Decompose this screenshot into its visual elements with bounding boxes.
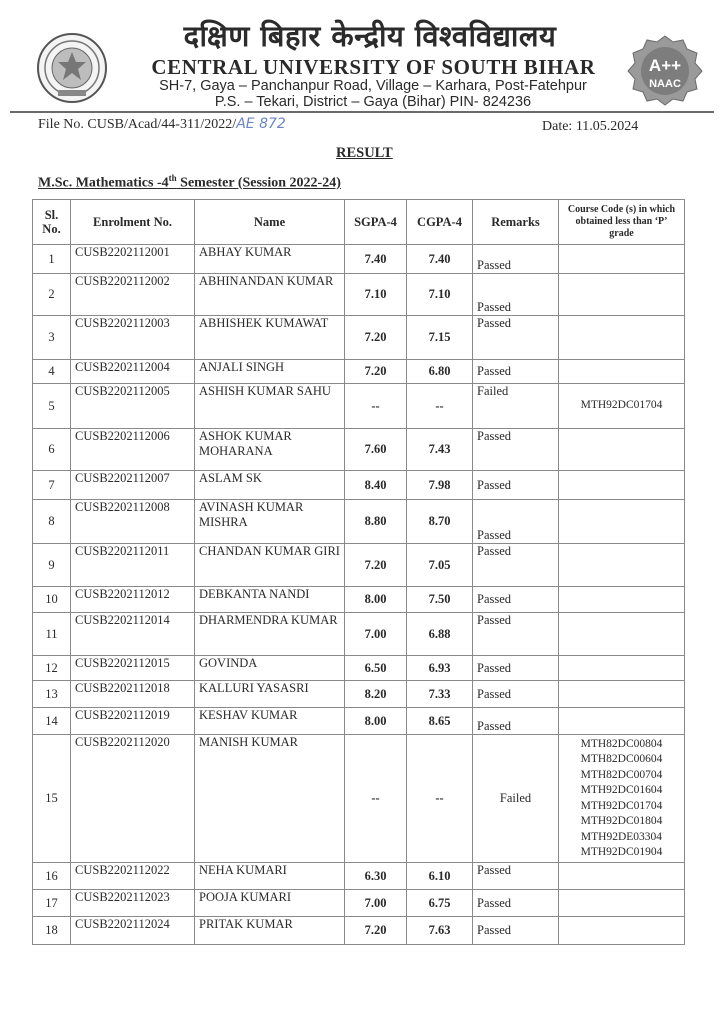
table-cell-course-codes [559,708,685,735]
table-cell-sgpa: 8.00 [345,708,407,735]
table-cell-name: AVINASH KUMAR MISHRA [195,500,345,544]
table-cell-course-codes [559,544,685,587]
table-cell-name: ASHISH KUMAR SAHU [195,384,345,429]
table-cell-enrolment: CUSB2202112020 [71,735,195,863]
table-cell-remarks: Passed [473,274,559,316]
table-cell-course-codes [559,656,685,681]
table-cell-cgpa: 6.10 [407,863,473,890]
table-cell-name: ASHOK KUMAR MOHARANA [195,429,345,471]
naac-grade: A++ [648,56,682,75]
table-row [33,544,685,587]
table-cell-sl: 10 [33,587,71,613]
table-row [33,656,685,681]
table-cell-name: ABHAY KUMAR [195,245,345,274]
table-cell-sl: 6 [33,429,71,471]
table-row [33,708,685,735]
table-cell-sgpa: 7.60 [345,429,407,471]
table-cell-course-codes [559,917,685,945]
address-line-2: P.S. – Tekari, District – Gaya (Bihar) PIN- 824236 [214,94,532,110]
table-cell-enrolment: CUSB2202112001 [71,245,195,274]
naac-badge-icon [626,34,704,106]
table-cell-enrolment: CUSB2202112019 [71,708,195,735]
table-cell-remarks: Passed [473,656,559,681]
table-cell-sl: 9 [33,544,71,587]
table-cell-name: POOJA KUMARI [195,890,345,917]
table-cell-enrolment: CUSB2202112008 [71,500,195,544]
table-cell-sl: 2 [33,274,71,316]
table-cell-sgpa: 7.00 [345,613,407,656]
table-cell-course-codes [559,681,685,708]
table-cell-sgpa: 7.00 [345,890,407,917]
table-row [33,500,685,544]
table-cell-remarks: Passed [473,316,559,360]
table-cell-sl: 12 [33,656,71,681]
table-cell-remarks: Passed [473,917,559,945]
table-cell-course-codes [559,613,685,656]
table-cell-enrolment: CUSB2202112011 [71,544,195,587]
table-cell-course-codes [559,587,685,613]
table-cell-sl: 16 [33,863,71,890]
table-header-row [33,200,685,245]
table-cell-name: KALLURI YASASRI [195,681,345,708]
table-cell-sgpa: 6.30 [345,863,407,890]
header-sl-no: Sl. No. [33,200,71,245]
table-cell-sgpa: 8.20 [345,681,407,708]
table-cell-remarks: Failed [473,735,559,863]
table-cell-name: KESHAV KUMAR [195,708,345,735]
university-emblem [36,32,108,104]
table-cell-sgpa: 7.20 [345,316,407,360]
table-cell-sgpa: 7.40 [345,245,407,274]
table-row [33,316,685,360]
table-cell-sl: 17 [33,890,71,917]
result-title: RESULT [336,145,393,161]
table-cell-remarks: Passed [473,587,559,613]
table-cell-sl: 7 [33,471,71,500]
table-cell-cgpa: 6.80 [407,360,473,384]
table-row [33,863,685,890]
table-cell-cgpa: 7.05 [407,544,473,587]
table-cell-sl: 1 [33,245,71,274]
table-cell-enrolment: CUSB2202112023 [71,890,195,917]
header-course-codes: Course Code (s) in which obtained less than ‘P’ grade [559,200,685,245]
table-cell-sl: 4 [33,360,71,384]
table-row [33,890,685,917]
table-cell-cgpa: 7.63 [407,917,473,945]
table-cell-name: DEBKANTA NANDI [195,587,345,613]
table-cell-sgpa: 6.50 [345,656,407,681]
table-cell-sgpa: -- [345,384,407,429]
address-line-1: SH-7, Gaya – Panchanpur Road, Village – Karhara, Post-Fatehpur [159,78,587,94]
table-cell-cgpa: 7.15 [407,316,473,360]
table-cell-course-codes [559,500,685,544]
table-cell-enrolment: CUSB2202112014 [71,613,195,656]
table-cell-sgpa: 8.00 [345,587,407,613]
table-cell-name: DHARMENDRA KUMAR [195,613,345,656]
header-enrolment: Enrolment No. [71,200,195,245]
table-cell-cgpa: -- [407,384,473,429]
table-body [33,245,685,945]
table-cell-remarks: Passed [473,471,559,500]
document-date: Date: 11.05.2024 [542,119,639,134]
file-number [38,116,286,133]
table-cell-course-codes [559,360,685,384]
table-cell-name: MANISH KUMAR [195,735,345,863]
table-cell-enrolment: CUSB2202112022 [71,863,195,890]
table-cell-course-codes: MTH82DC00804 MTH82DC00604 MTH82DC00704 MTH92DC01604 MTH92DC01704 MTH92DC01804 MTH92DE03304 MTH92DC01904 [559,735,685,863]
table-cell-name: ANJALI SINGH [195,360,345,384]
table-cell-sgpa: 8.40 [345,471,407,500]
header-name: Name [195,200,345,245]
table-cell-enrolment: CUSB2202112007 [71,471,195,500]
table-cell-cgpa: 8.70 [407,500,473,544]
table-cell-remarks: Passed [473,500,559,544]
table-cell-sl: 18 [33,917,71,945]
table-cell-course-codes: MTH92DC01704 [559,384,685,429]
table-cell-cgpa: 7.50 [407,587,473,613]
table-cell-remarks: Passed [473,681,559,708]
table-cell-enrolment: CUSB2202112006 [71,429,195,471]
table-cell-name: GOVINDA [195,656,345,681]
table-cell-sl: 14 [33,708,71,735]
table-cell-sl: 5 [33,384,71,429]
table-cell-course-codes [559,890,685,917]
table-cell-course-codes [559,429,685,471]
table-cell-name: ASLAM SK [195,471,345,500]
table-cell-sgpa: 7.20 [345,917,407,945]
table-cell-cgpa: 7.43 [407,429,473,471]
table-cell-cgpa: 6.88 [407,613,473,656]
table-cell-cgpa: 7.40 [407,245,473,274]
table-row [33,384,685,429]
table-row [33,471,685,500]
table-row [33,429,685,471]
header-remarks: Remarks [473,200,559,245]
course-title-sup: th [168,173,177,183]
table-cell-enrolment: CUSB2202112003 [71,316,195,360]
table-cell-cgpa: 6.93 [407,656,473,681]
table-cell-remarks: Passed [473,863,559,890]
table-cell-sgpa: 7.20 [345,544,407,587]
table-cell-sgpa: 7.20 [345,360,407,384]
university-name-hindi: दक्षिण बिहार केन्द्रीय विश्वविद्यालय [183,19,557,53]
table-cell-sgpa: -- [345,735,407,863]
table-cell-sl: 3 [33,316,71,360]
table-cell-sl: 11 [33,613,71,656]
table-cell-remarks: Passed [473,890,559,917]
table-row [33,245,685,274]
table-cell-course-codes [559,863,685,890]
table-cell-course-codes [559,245,685,274]
table-cell-cgpa: 7.33 [407,681,473,708]
table-cell-sl: 13 [33,681,71,708]
table-row [33,360,685,384]
course-title [38,173,341,192]
table-cell-sl: 8 [33,500,71,544]
table-cell-remarks: Passed [473,360,559,384]
header-sgpa: SGPA-4 [345,200,407,245]
table-cell-enrolment: CUSB2202112018 [71,681,195,708]
table-cell-name: CHANDAN KUMAR GIRI [195,544,345,587]
header-divider [10,111,714,113]
course-title-rest: Semester (Session 2022-24) [176,175,341,191]
table-cell-course-codes [559,471,685,500]
table-cell-cgpa: 7.10 [407,274,473,316]
table-cell-remarks: Failed [473,384,559,429]
table-row [33,613,685,656]
table-cell-sgpa: 7.10 [345,274,407,316]
header-cgpa: CGPA-4 [407,200,473,245]
table-cell-sgpa: 8.80 [345,500,407,544]
file-number-printed: File No. CUSB/Acad/44-311/2022/ [38,117,237,132]
table-cell-name: NEHA KUMARI [195,863,345,890]
table-cell-remarks: Passed [473,613,559,656]
table-row [33,274,685,316]
table-cell-remarks: Passed [473,429,559,471]
table-cell-sl: 15 [33,735,71,863]
table-cell-enrolment: CUSB2202112012 [71,587,195,613]
table-cell-course-codes [559,316,685,360]
table-row [33,735,685,863]
results-table [32,199,685,945]
table-cell-cgpa: 7.98 [407,471,473,500]
table-cell-name: ABHISHEK KUMAWAT [195,316,345,360]
table-cell-cgpa: -- [407,735,473,863]
table-cell-remarks: Passed [473,245,559,274]
table-cell-cgpa: 8.65 [407,708,473,735]
table-cell-remarks: Passed [473,708,559,735]
university-name-english: CENTRAL UNIVERSITY OF SOUTH BIHAR [151,55,596,79]
table-cell-enrolment: CUSB2202112015 [71,656,195,681]
table-row [33,587,685,613]
table-cell-remarks: Passed [473,544,559,587]
table-cell-name: PRITAK KUMAR [195,917,345,945]
course-title-main: M.Sc. Mathematics -4 [38,175,169,191]
file-number-handwritten: AE 872 [236,116,286,132]
naac-label: NAAC [649,78,681,90]
table-cell-course-codes [559,274,685,316]
table-cell-name: ABHINANDAN KUMAR [195,274,345,316]
table-cell-enrolment: CUSB2202112005 [71,384,195,429]
table-cell-enrolment: CUSB2202112004 [71,360,195,384]
table-row [33,681,685,708]
table-cell-cgpa: 6.75 [407,890,473,917]
table-cell-enrolment: CUSB2202112024 [71,917,195,945]
table-cell-enrolment: CUSB2202112002 [71,274,195,316]
table-row [33,917,685,945]
